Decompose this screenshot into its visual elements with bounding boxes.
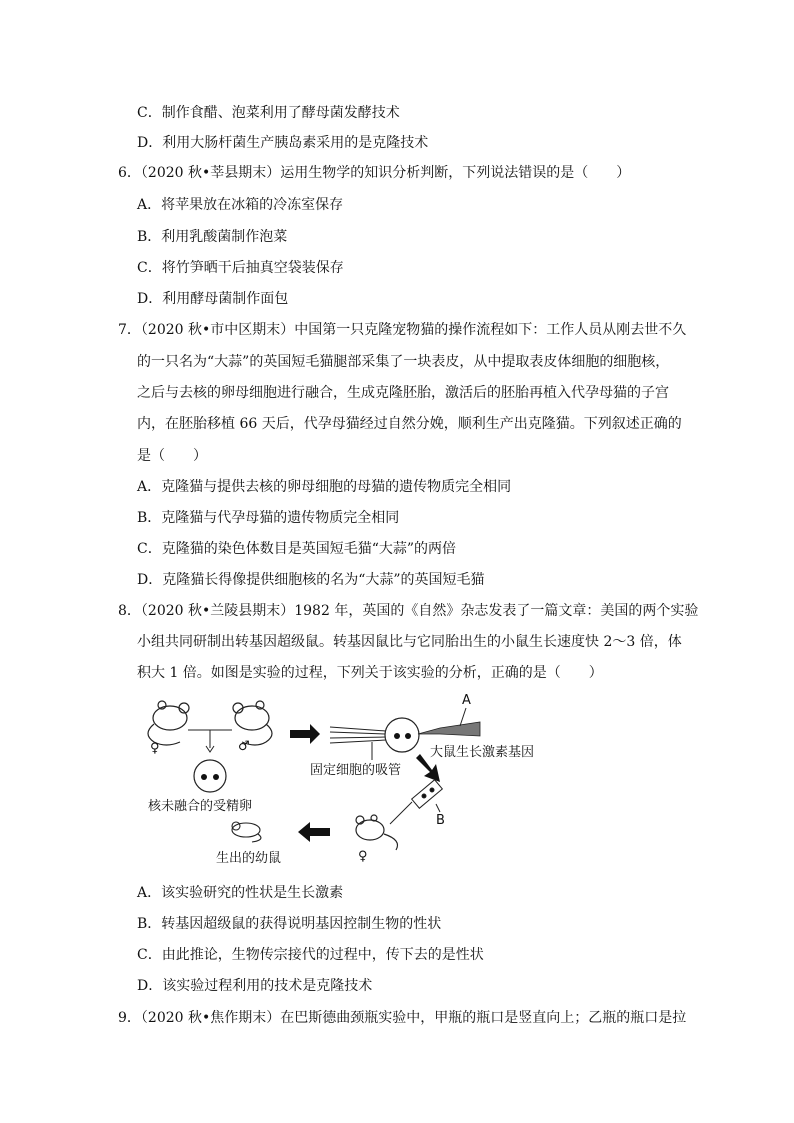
thick-left-arrow [298, 822, 330, 842]
transgenic-mouse-diagram [140, 690, 560, 875]
pronucleus-right [213, 774, 219, 780]
fertilized-egg [194, 760, 226, 792]
q7-stem-line-4: 内，在胚胎移植 66 天后，代孕母猫经过自然分娩，顺利生产出克隆猫。下列叙述正确的 [137, 416, 682, 432]
q8-stem-line-1: 8．（2020 秋•兰陵县期末）1982 年，英国的《自然》杂志发表了一篇文章：美国的两个实验 [118, 603, 699, 619]
female-mouse-icon [148, 701, 189, 745]
q8-option-d: D．该实验过程利用的技术是克隆技术 [137, 978, 373, 994]
q7-option-c: C．克隆猫的染色体数目是英国短毛猫“大蒜”的两倍 [137, 541, 457, 557]
q8-option-c: C．由此推论，生物传宗接代的过程中，传下去的是性状 [137, 947, 484, 963]
q5-option-d: D．利用大肠杆菌生产胰岛素采用的是克隆技术 [137, 135, 429, 151]
pipette-caption: 固定细胞的吸管 [310, 763, 402, 778]
q7-stem-line-2: 的一只名为“大蒜”的英国短毛猫腿部采集了一块表皮，从中提取表皮体细胞的细胞核， [137, 354, 670, 370]
gene-caption: 大鼠生长激素基因 [430, 745, 535, 760]
q6-option-d: D．利用酵母菌制作面包 [137, 291, 289, 307]
q9-stem-line-1: 9．（2020 秋•焦作期末）在巴斯德曲颈瓶实验中，甲瓶的瓶口是竖直向上；乙瓶的瓶口是拉 [118, 1010, 687, 1026]
label-a-pointer [460, 708, 466, 726]
q6-option-b: B．利用乳酸菌制作泡菜 [137, 229, 288, 245]
holding-pipette-icon [330, 727, 386, 743]
pronucleus-left [201, 774, 207, 780]
syringe-icon [390, 780, 442, 824]
q7-stem-line-5: 是（ ） [137, 448, 207, 464]
injection-needle [418, 722, 480, 736]
q8-option-a: A．该实验研究的性状是生长激素 [137, 885, 344, 901]
egg-being-injected [385, 718, 419, 752]
female-symbol: ♀ [150, 741, 160, 756]
egg-nucleus-right [405, 733, 411, 739]
q6-option-a: A．将苹果放在冰箱的冷冻室保存 [137, 197, 344, 213]
q6-option-c: C．将竹笋晒干后抽真空袋装保存 [137, 260, 344, 276]
egg-caption: 核未融合的受精卵 [148, 799, 253, 814]
male-symbol: ♂ [238, 739, 250, 754]
q7-stem-line-3: 之后与去核的卵母细胞进行融合，生成克隆胚胎，激活后的胚胎再植入代孕母猫的子宫 [137, 385, 669, 401]
surrogate-mouse-icon [356, 815, 398, 850]
label-a: A [462, 693, 471, 708]
thick-right-arrow [290, 724, 320, 744]
q6-stem: 6．（2020 秋•莘县期末）运用生物学的知识分析判断，下列说法错误的是（ ） [118, 165, 631, 181]
egg-nucleus-left [394, 733, 400, 739]
q7-option-a: A．克隆猫与提供去核的卵母细胞的母猫的遗传物质完全相同 [137, 479, 512, 495]
pup-caption: 生出的幼鼠 [216, 851, 282, 866]
surrogate-female-symbol: ♀ [358, 849, 368, 864]
q7-stem-line-1: 7．（2020 秋•市中区期末）中国第一只克隆宠物猫的操作流程如下：工作人员从刚去世不久 [118, 322, 687, 338]
label-b: B [436, 813, 445, 828]
q8-option-b: B．转基因超级鼠的获得说明基因控制生物的性状 [137, 916, 442, 932]
offspring-mouse-icon [232, 822, 261, 842]
q7-option-d: D．克隆猫长得像提供细胞核的名为“大蒜”的英国短毛猫 [137, 572, 485, 588]
q5-option-c: C．制作食醋、泡菜利用了酵母菌发酵技术 [137, 105, 400, 121]
q7-option-b: B．克隆猫与代孕母猫的遗传物质完全相同 [137, 510, 400, 526]
q8-stem-line-3: 积大 1 倍。如图是实验的过程，下列关于该实验的分析，正确的是（ ） [137, 665, 603, 681]
label-b-pointer [436, 804, 440, 812]
q8-stem-line-2: 小组共同研制出转基因超级鼠。转基因鼠比与它同胎出生的小鼠生长速度快 2～3 倍，体 [137, 634, 682, 650]
